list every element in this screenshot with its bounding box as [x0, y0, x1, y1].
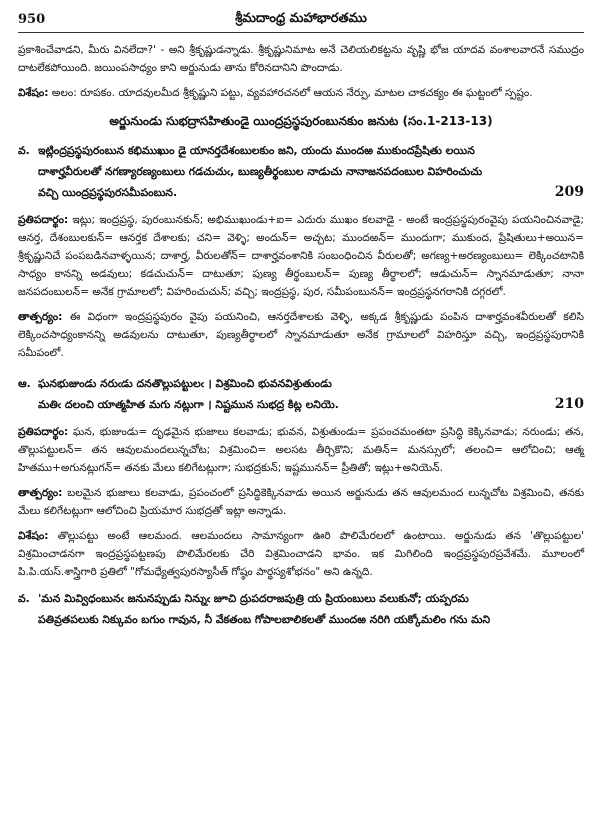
- pratipadartham-2: [18, 423, 584, 477]
- verse-line: దాశార్హవీరులతో నగణ్యారణ్యంబులు గడచుచుఁ, బుణ్యతీర్థంబుల నాడుచు నానాజనపదంబుల విహరించుచు: [38, 165, 483, 178]
- vishesham-label: విశేషం:: [18, 530, 49, 542]
- pratipadartham-label: ప్రతిపదార్థం:: [18, 426, 69, 438]
- tatparyam-text: బలమైన భుజాలు కలవాడు, ప్రపంచంలో ప్రసిద్ధికెక్కినవాడు అయిన అర్జునుడు తన ఆవులమంద లున్నచోట విశ్రమించి, తనకు మేలు కలిగేటట్లుగా ఆలోచించి ప్రియమార సుభద్రతో ఇట్లా అన్నాడు.: [18, 487, 584, 517]
- pratipadartham-label: ప్రతిపదార్థం:: [18, 214, 69, 226]
- pratipadartham-text: ఘన, భుజుండు= దృఢమైన భుజాలు కలవాడు; భువన, విశ్రుతుండు= ప్రపంచమంతటా ప్రసిద్ధి కెక్కినవాడు; నరుండు; తన, తొల్లుపట్టులన్= తన ఆవులమందలున్నచోట; విశ్రమించి= అలసట తీర్చికొని; మతిన్= మనస్సులో; తలంచి= ఆలోచించి; ఆత్మ హితము+అగునట్లుగన్= తనకు మేలు కలిగేటట్లుగా; సుభద్రకున్; ఇష్టమునన్= ప్రీతితో; ఇట్లు+అనియెన్.: [18, 426, 584, 474]
- intro-text: ప్రకాశించేవాడని, మీరు వినలేదా?' - అని శ్రీకృష్ణుడన్నాడు. శ్రీకృష్ణునిమాట అనే చెలియలికట్టను వృష్ణి భోజ యాదవ వంశాలవారనే సముద్రం దాటలేకపోయింది. జయింపసాధ్యం కాని అర్జునుడు తాను కోరినదానిని పొందాడు.: [18, 44, 584, 74]
- verse-210: [18, 373, 584, 415]
- verse-211: [18, 588, 584, 630]
- verse-line: పతివ్రతపలుకు నిక్కువం బగుం గావున, నీ వేకతంబ గోపాలబాలికలతో ముందఱ నరిగి యక్కోమలిం గను మని: [38, 613, 491, 626]
- verse-marker: ఆ.: [18, 377, 31, 390]
- running-title: శ్రీమదాంధ్ర మహాభారతము: [235, 11, 367, 26]
- vishesham-text: అలం: రూపకం. యాదవులమీద శ్రీకృష్ణుని పట్టు, వ్యవహారచనలో ఆయన నేర్పు, మాటల చాకచక్యం ఈ ఘట్టంలో స్పష్టం.: [48, 87, 533, 99]
- verse-line: వచ్చి యింద్రప్రస్థపురసమీపంబున.: [38, 186, 178, 199]
- page-number: 950: [18, 12, 46, 27]
- vishesham-text: తొల్లుపట్టు అంటే ఆలమంద. ఆలమందలు సామాన్యంగా ఊరి పొలిమేరలలో ఉంటాయి. అర్జునుడు తన 'తొల్లుపట్టుల' విశ్రమించాడనగా ఇంద్రప్రస్థపట్టణపు పొలిమేరలకు చేరి విశ్రమించాడని భావం. ఇక మిగిలింది ఇంద్రప్రస్థపురప్రవేశమే. మూలంలో పి.పి.యస్.శాస్త్రిగారి ప్రతిలో "గోమధ్యేత్వపురస్యాసీత్ గోష్ఠం పార్థస్యశోభనం" అని ఉన్నది.: [18, 530, 584, 578]
- verse-line-last: [38, 394, 584, 415]
- tatparyam-1: [18, 308, 584, 362]
- vishesham-label: విశేషం:: [18, 87, 49, 99]
- verse-marker: వ.: [18, 144, 30, 157]
- tatparyam-label: తాత్పర్యం:: [18, 311, 63, 323]
- verse-line: ఇట్లింద్రప్రస్థపురంబున కభిముఖుం డై యానర్తదేశంబులకుం జని, యందు ముందఱ ముకుందప్రేషితు లయిన: [38, 144, 475, 157]
- intro-paragraph: [18, 41, 584, 77]
- verse-marker: వ.: [18, 592, 30, 605]
- verse-number: 210: [554, 396, 584, 412]
- page-header: [18, 10, 584, 33]
- verse-line: మతిఁ దలంచి యాత్మహిత మగు నట్లుగా । నిష్టమున సుభద్ర కిట్ల లనియె.: [38, 398, 339, 411]
- tatparyam-2: [18, 484, 584, 520]
- verse-line: ఘనభుజుండు నరుఁడు దనతొల్లుపట్టులఁ । విశ్రమించి భువనవిశ్రుతుండు: [38, 377, 332, 390]
- pratipadartham-text: ఇట్లు; ఇంద్రప్రస్థ, పురంబునకున్; అభిముఖుండు+ఐ= ఎదురు ముఖం కలవాడై - అంటే ఇంద్రప్రస్థపురంవైపు పయనించినవాడై; ఆనర్త, దేశంబులకున్= ఆనర్తక దేశాలకు; చని= వెళ్ళి; అందున్= అచ్చట; ముందఱన్= ముందుగా; ముకుంద, ప్రేషితులు+అయిన= శ్రీకృష్ణునిచే పంపబడినవాళ్ళయిన; దాశార్హ, వీరులతోన్= దాశార్హవంశానికి సంబంధించిన వీరులతో; అగణ్య+అరణ్యంబులు= లెక్కించటానికి సాధ్యం కానన్ని అడవులు; కడచుచున్= దాటుతూ; పుణ్య తీర్థంబులన్= పుణ్య తీర్థాలలో; ఆడుచున్= స్నానమాడుతూ; నానా జనపదంబులన్= అనేక గ్రామాలలో; విహరించుచున్; వచ్చి; ఇంద్రప్రస్థ, పుర, సమీపంబునన్= ఇంద్రప్రస్థనగరానికి దగ్గరలో.: [18, 214, 584, 298]
- verse-209: [18, 140, 584, 203]
- vishesham-note-1: [18, 84, 584, 102]
- pratipadartham-1: [18, 211, 584, 301]
- verse-line-last: [38, 182, 584, 203]
- section-heading: అర్జునుండు సుభద్రాసహితుండై యింద్రప్రస్థపురంబునకుం జనుట (సం.1-213-13): [109, 114, 493, 128]
- tatparyam-text: ఈ విధంగా ఇంద్రప్రస్థపురం వైపు పయనించి, ఆనర్తదేశాలకు వెళ్ళి, అక్కడ శ్రీకృష్ణుడు పంపిన దాశార్హవంశవీరులతో కలిసి లెక్కించసాధ్యంకానన్ని అడవులను దాటుతూ, పుణ్యతీర్థాలలో స్నానమాడుతూ అనేక గ్రామాలలో విహరిస్తూ వచ్చి, ఇంద్రప్రస్థపురానికి సమీపంలో.: [18, 311, 584, 359]
- tatparyam-label: తాత్పర్యం:: [18, 487, 63, 499]
- verse-line: 'మన మివ్విధంబునఁ జనునప్పుడు నిన్నుఁ జూచి ద్రుపదరాజపుత్రి య ప్రియంబులు వలుకునో; యప్పరమ: [38, 592, 469, 605]
- vishesham-note-2: [18, 527, 584, 581]
- verse-number: 209: [554, 184, 584, 200]
- page: [18, 10, 584, 638]
